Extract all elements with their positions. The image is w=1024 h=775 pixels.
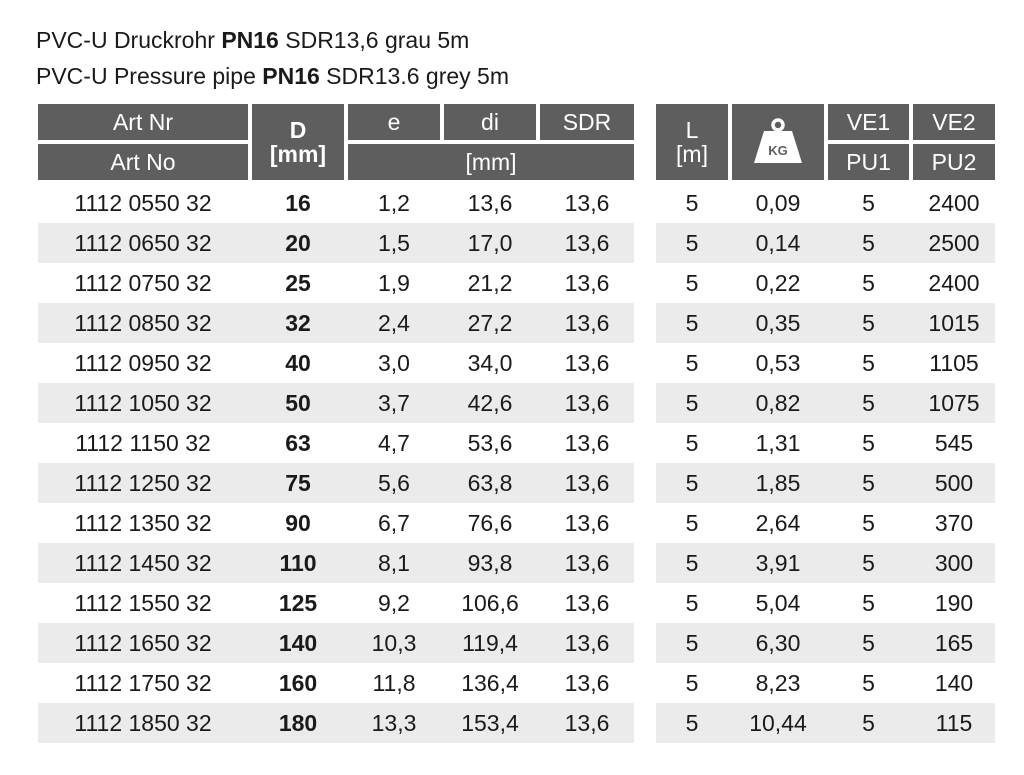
cell-length: 5 bbox=[685, 309, 699, 336]
cell-art-no: 1112 0950 32 bbox=[74, 349, 212, 376]
cell-art-no: 1112 0650 32 bbox=[74, 229, 212, 256]
header-length bbox=[656, 104, 728, 180]
header-e: e bbox=[348, 104, 440, 140]
cell-di: 76,6 bbox=[467, 509, 513, 536]
table-row bbox=[38, 423, 634, 463]
table-row bbox=[656, 623, 995, 663]
cell-weight: 2,64 bbox=[755, 509, 801, 536]
cell-e: 5,6 bbox=[378, 469, 410, 496]
cell-diameter: 180 bbox=[278, 709, 318, 736]
cell-ve1: 5 bbox=[862, 349, 875, 376]
cell-length: 5 bbox=[685, 509, 699, 536]
cell-e: 8,1 bbox=[378, 549, 410, 576]
header-pu1: PU1 bbox=[828, 144, 909, 180]
cell-length: 5 bbox=[685, 229, 699, 256]
cell-ve1: 5 bbox=[862, 709, 875, 736]
cell-diameter: 75 bbox=[285, 469, 311, 496]
cell-sdr: 13,6 bbox=[564, 669, 610, 696]
cell-e: 9,2 bbox=[378, 589, 410, 616]
cell-diameter: 110 bbox=[279, 549, 317, 576]
cell-weight: 0,09 bbox=[755, 189, 801, 216]
table-row bbox=[656, 543, 995, 583]
header-ve2: VE2 bbox=[913, 104, 995, 140]
cell-ve2: 1075 bbox=[928, 389, 980, 416]
cell-length: 5 bbox=[685, 349, 699, 376]
header-diameter bbox=[252, 104, 344, 180]
header-length-unit: [m] bbox=[676, 141, 708, 167]
cell-diameter: 25 bbox=[285, 269, 311, 296]
table-row bbox=[656, 423, 995, 463]
cell-weight: 1,31 bbox=[755, 429, 801, 456]
cell-ve1: 5 bbox=[862, 269, 875, 296]
cell-e: 6,7 bbox=[378, 509, 410, 536]
cell-e: 2,4 bbox=[378, 309, 410, 336]
cell-ve1: 5 bbox=[862, 469, 875, 496]
cell-e: 4,7 bbox=[378, 429, 410, 456]
cell-ve1: 5 bbox=[862, 549, 875, 576]
cell-e: 10,3 bbox=[371, 629, 417, 656]
table-row bbox=[38, 463, 634, 503]
cell-ve2: 190 bbox=[934, 589, 974, 616]
cell-art-no: 1112 1450 32 bbox=[74, 549, 212, 576]
header-diameter-unit: [mm] bbox=[269, 141, 327, 167]
table-row bbox=[38, 703, 634, 743]
cell-di: 27,2 bbox=[467, 309, 513, 336]
table-row bbox=[656, 583, 995, 623]
cell-e: 3,0 bbox=[378, 349, 410, 376]
cell-length: 5 bbox=[685, 629, 699, 656]
cell-art-no: 1112 0850 32 bbox=[74, 309, 212, 336]
cell-diameter: 140 bbox=[278, 629, 318, 656]
cell-length: 5 bbox=[685, 189, 699, 216]
header-sdr: SDR bbox=[540, 104, 634, 140]
cell-weight: 3,91 bbox=[755, 549, 801, 576]
cell-ve1: 5 bbox=[862, 669, 875, 696]
cell-art-no: 1112 0750 32 bbox=[74, 269, 212, 296]
cell-ve2: 500 bbox=[934, 469, 974, 496]
header-ve1: VE1 bbox=[828, 104, 909, 140]
cell-sdr: 13,6 bbox=[564, 389, 610, 416]
cell-e: 1,2 bbox=[378, 189, 410, 216]
cell-ve2: 1015 bbox=[928, 309, 980, 336]
cell-di: 119,4 bbox=[462, 629, 518, 656]
table-row bbox=[656, 663, 995, 703]
table-row bbox=[656, 223, 995, 263]
header-art-nr: Art Nr bbox=[38, 104, 248, 140]
cell-di: 136,4 bbox=[461, 669, 519, 696]
cell-ve2: 115 bbox=[935, 709, 973, 736]
table-row bbox=[656, 463, 995, 503]
cell-length: 5 bbox=[685, 429, 699, 456]
cell-ve2: 370 bbox=[934, 509, 974, 536]
cell-ve2: 300 bbox=[934, 549, 974, 576]
cell-length: 5 bbox=[685, 389, 699, 416]
cell-art-no: 1112 1850 32 bbox=[74, 709, 212, 736]
table-row bbox=[656, 503, 995, 543]
cell-art-no: 1112 1350 32 bbox=[74, 509, 212, 536]
cell-art-no: 1112 1750 32 bbox=[74, 669, 212, 696]
cell-di: 106,6 bbox=[461, 589, 519, 616]
cell-weight: 0,14 bbox=[755, 229, 801, 256]
cell-length: 5 bbox=[685, 549, 699, 576]
cell-sdr: 13,6 bbox=[564, 629, 610, 656]
cell-di: 34,0 bbox=[467, 349, 513, 376]
cell-diameter: 50 bbox=[285, 389, 311, 416]
cell-art-no: 1112 1050 32 bbox=[74, 389, 212, 416]
header-weight bbox=[732, 104, 824, 180]
cell-di: 21,2 bbox=[467, 269, 513, 296]
cell-sdr: 13,6 bbox=[564, 509, 610, 536]
cell-ve1: 5 bbox=[862, 629, 875, 656]
table-row bbox=[656, 343, 995, 383]
header-diameter-label: D bbox=[289, 117, 307, 143]
header-pu2: PU2 bbox=[913, 144, 995, 180]
table-row bbox=[38, 183, 634, 223]
table-row bbox=[38, 503, 634, 543]
cell-ve1: 5 bbox=[862, 229, 875, 256]
table-row bbox=[656, 383, 995, 423]
cell-sdr: 13,6 bbox=[564, 589, 610, 616]
cell-di: 53,6 bbox=[467, 429, 513, 456]
cell-sdr: 13,6 bbox=[564, 189, 610, 216]
cell-weight: 0,53 bbox=[755, 349, 801, 376]
cell-length: 5 bbox=[685, 709, 699, 736]
cell-di: 13,6 bbox=[467, 189, 513, 216]
cell-art-no: 1112 1150 32 bbox=[75, 429, 211, 456]
table-row bbox=[38, 383, 634, 423]
table-row bbox=[38, 663, 634, 703]
table-row bbox=[38, 303, 634, 343]
cell-e: 1,9 bbox=[378, 269, 410, 296]
cell-sdr: 13,6 bbox=[564, 309, 610, 336]
cell-length: 5 bbox=[685, 469, 699, 496]
cell-sdr: 13,6 bbox=[564, 349, 610, 376]
cell-weight: 8,23 bbox=[755, 669, 801, 696]
cell-ve2: 165 bbox=[934, 629, 974, 656]
cell-art-no: 1112 1250 32 bbox=[74, 469, 212, 496]
table-row bbox=[38, 623, 634, 663]
table-row bbox=[38, 343, 634, 383]
weight-icon bbox=[750, 117, 806, 167]
table-row bbox=[656, 263, 995, 303]
cell-di: 17,0 bbox=[467, 229, 513, 256]
cell-weight: 0,35 bbox=[755, 309, 801, 336]
cell-diameter: 32 bbox=[285, 309, 311, 336]
cell-di: 153,4 bbox=[461, 709, 519, 736]
cell-sdr: 13,6 bbox=[564, 709, 610, 736]
cell-sdr: 13,6 bbox=[564, 549, 610, 576]
cell-ve1: 5 bbox=[862, 509, 875, 536]
title-german: PVC-U Druckrohr PN16 SDR13,6 grau 5m bbox=[36, 27, 470, 53]
cell-sdr: 13,6 bbox=[564, 469, 610, 496]
table-row bbox=[38, 543, 634, 583]
cell-ve2: 2400 bbox=[928, 189, 980, 216]
cell-ve1: 5 bbox=[862, 389, 875, 416]
cell-di: 93,8 bbox=[467, 549, 513, 576]
table-row bbox=[656, 303, 995, 343]
cell-diameter: 90 bbox=[285, 509, 311, 536]
cell-ve2: 545 bbox=[934, 429, 974, 456]
cell-length: 5 bbox=[685, 269, 699, 296]
cell-ve1: 5 bbox=[862, 189, 875, 216]
cell-sdr: 13,6 bbox=[564, 429, 610, 456]
cell-e: 13,3 bbox=[371, 709, 417, 736]
cell-art-no: 1112 1550 32 bbox=[74, 589, 212, 616]
cell-length: 5 bbox=[685, 589, 699, 616]
cell-sdr: 13,6 bbox=[564, 229, 610, 256]
cell-diameter: 125 bbox=[278, 589, 318, 616]
cell-weight: 10,44 bbox=[749, 709, 807, 736]
cell-ve1: 5 bbox=[862, 589, 875, 616]
header-art-no: Art No bbox=[38, 144, 248, 180]
cell-diameter: 20 bbox=[285, 229, 311, 256]
cell-weight: 1,85 bbox=[755, 469, 801, 496]
cell-ve1: 5 bbox=[862, 429, 875, 456]
cell-weight: 0,22 bbox=[755, 269, 801, 296]
cell-ve2: 2500 bbox=[928, 229, 980, 256]
table-row bbox=[38, 583, 634, 623]
table-row bbox=[38, 223, 634, 263]
cell-diameter: 16 bbox=[285, 189, 311, 216]
weight-icon-label: KG bbox=[768, 143, 788, 158]
cell-di: 42,6 bbox=[467, 389, 513, 416]
cell-e: 1,5 bbox=[378, 229, 410, 256]
cell-art-no: 1112 0550 32 bbox=[74, 189, 212, 216]
cell-weight: 5,04 bbox=[755, 589, 801, 616]
table-row bbox=[38, 263, 634, 303]
cell-diameter: 40 bbox=[285, 349, 311, 376]
cell-ve2: 140 bbox=[934, 669, 974, 696]
cell-ve1: 5 bbox=[862, 309, 875, 336]
cell-di: 63,8 bbox=[467, 469, 513, 496]
cell-e: 3,7 bbox=[378, 389, 410, 416]
header-length-label: L bbox=[685, 117, 699, 143]
cell-art-no: 1112 1650 32 bbox=[74, 629, 212, 656]
header-mm: [mm] bbox=[348, 144, 634, 180]
table-row bbox=[656, 183, 995, 223]
cell-ve2: 2400 bbox=[928, 269, 980, 296]
cell-weight: 6,30 bbox=[755, 629, 801, 656]
cell-length: 5 bbox=[685, 669, 699, 696]
cell-weight: 0,82 bbox=[755, 389, 801, 416]
cell-diameter: 160 bbox=[278, 669, 318, 696]
cell-sdr: 13,6 bbox=[564, 269, 610, 296]
header-di: di bbox=[444, 104, 536, 140]
title-english: PVC-U Pressure pipe PN16 SDR13.6 grey 5m bbox=[36, 63, 509, 89]
table-row bbox=[656, 703, 995, 743]
cell-e: 11,8 bbox=[372, 669, 416, 696]
cell-diameter: 63 bbox=[285, 429, 311, 456]
cell-ve2: 1105 bbox=[929, 349, 979, 376]
